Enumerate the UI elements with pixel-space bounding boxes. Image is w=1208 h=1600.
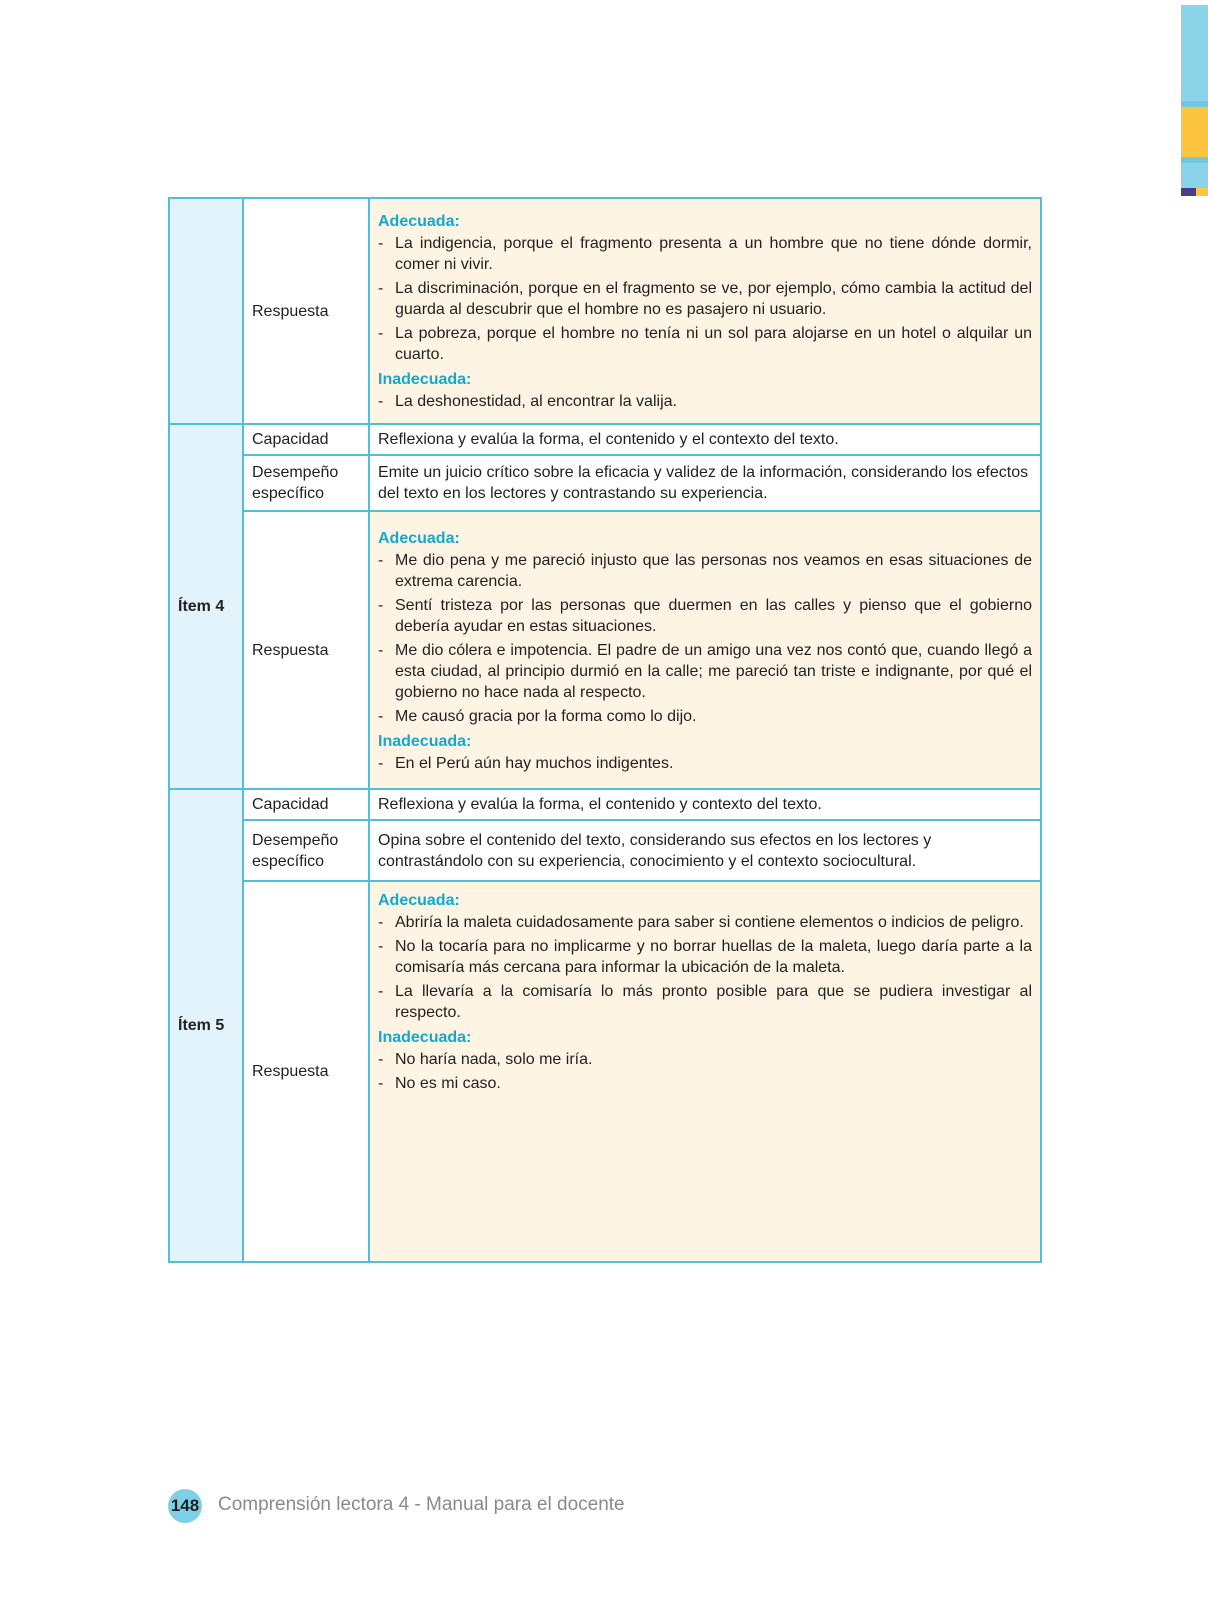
table-row xyxy=(169,820,1041,881)
capacidad-cell: Reflexiona y evalúa la forma, el contenido y el contexto del texto. xyxy=(369,424,1041,455)
inadequate-list xyxy=(378,391,1032,412)
list-item: - No la tocaría para no implicarme y no borrar huellas de la maleta, luego daría parte a la comisaría más cercana para informar la ubicación de la maleta. xyxy=(378,936,1032,978)
page-number: 148 xyxy=(168,1489,202,1523)
list-item: - Me dio cólera e impotencia. El padre de un amigo una vez nos contó que, cuando llegó a esta ciudad, al principio durmió en la calle; me pareció tan triste e indignante, por qué el gobierno no hace nada al respecto. xyxy=(378,640,1032,703)
table-row xyxy=(169,455,1041,511)
answer-cell xyxy=(369,881,1041,1262)
list-item: - La deshonestidad, al encontrar la valija. xyxy=(378,391,1032,412)
edge-tab-purple xyxy=(1181,188,1196,196)
inadequate-list xyxy=(378,753,1032,774)
list-item: - Me dio pena y me pareció injusto que las personas nos veamos en esas situaciones de extrema carencia. xyxy=(378,550,1032,592)
adequate-heading: Adecuada: xyxy=(378,213,460,230)
inadequate-list xyxy=(378,1049,1032,1094)
inadequate-heading: Inadecuada: xyxy=(378,732,472,750)
table-row xyxy=(169,424,1041,455)
list-item: - Me causó gracia por la forma como lo dijo. xyxy=(378,706,1032,727)
edge-tab-blue xyxy=(1181,163,1208,188)
desempeno-cell: Opina sobre el contenido del texto, considerando sus efectos en los lectores y contrastándolo con su experiencia, conocimiento y el contexto sociocultural. xyxy=(369,820,1041,881)
row-label: Respuesta xyxy=(243,511,369,789)
list-item: - La pobreza, porque el hombre no tenía ni un sol para alojarse en un hotel o alquilar un cuarto. xyxy=(378,323,1032,365)
row-label: Desempeño específico xyxy=(243,820,369,881)
list-item: - La llevaría a la comisaría lo más pronto posible para que se pudiera investigar al respecto. xyxy=(378,981,1032,1023)
adequate-heading: Adecuada: xyxy=(378,892,460,909)
item-label: Ítem 5 xyxy=(169,789,243,1262)
list-item: - Abriría la maleta cuidadosamente para saber si contiene elementos o indicios de peligro. xyxy=(378,912,1032,933)
adequate-heading: Adecuada: xyxy=(378,529,460,547)
row-label: Desempeño específico xyxy=(243,455,369,511)
inadequate-heading: Inadecuada: xyxy=(378,371,472,388)
item-label: Ítem 4 xyxy=(169,424,243,789)
adequate-list xyxy=(378,912,1032,1023)
table-row xyxy=(169,198,1041,424)
list-item: - En el Perú aún hay muchos indigentes. xyxy=(378,753,1032,774)
answer-cell xyxy=(369,198,1041,424)
answer-cell xyxy=(369,511,1041,789)
table-row xyxy=(169,789,1041,820)
inadequate-heading: Inadecuada: xyxy=(378,1029,472,1046)
table-row xyxy=(169,511,1041,789)
list-item: - La indigencia, porque el fragmento presenta a un hombre que no tiene dónde dormir, comer ni vivir. xyxy=(378,233,1032,275)
adequate-list xyxy=(378,550,1032,727)
list-item: - Sentí tristeza por las personas que duermen en las calles y pienso que el gobierno debería ayudar en estas situaciones. xyxy=(378,595,1032,637)
edge-tab-yellow xyxy=(1181,107,1208,157)
edge-tab-yellow-small xyxy=(1196,188,1208,196)
desempeno-cell: Emite un juicio crítico sobre la eficacia y validez de la información, considerando los efectos del texto en los lectores y contrastando su experiencia. xyxy=(369,455,1041,511)
row-label: Respuesta xyxy=(243,881,369,1262)
row-label: Capacidad xyxy=(243,424,369,455)
capacidad-cell: Reflexiona y evalúa la forma, el contenido y contexto del texto. xyxy=(369,789,1041,820)
list-item: - La discriminación, porque en el fragmento se ve, por ejemplo, cómo cambia la actitud del guarda al descubrir que el hombre no es pasajero ni usuario. xyxy=(378,278,1032,320)
item-cell-empty xyxy=(169,198,243,424)
edge-tab-blue xyxy=(1181,5,1208,101)
list-item: - No haría nada, solo me iría. xyxy=(378,1049,1032,1070)
adequate-list xyxy=(378,233,1032,365)
table-row xyxy=(169,881,1041,1262)
rubric-table xyxy=(168,197,1042,1263)
row-label: Capacidad xyxy=(243,789,369,820)
row-label: Respuesta xyxy=(243,198,369,424)
footer-title: Comprensión lectora 4 - Manual para el docente xyxy=(218,1494,625,1515)
list-item: - No es mi caso. xyxy=(378,1073,1032,1094)
